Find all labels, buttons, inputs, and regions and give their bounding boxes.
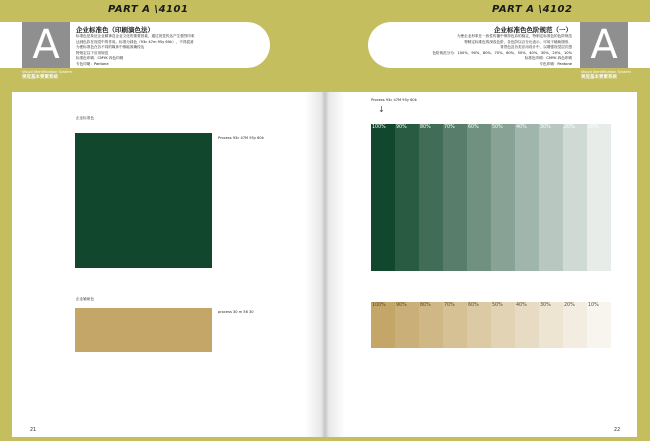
header-text-left bbox=[76, 25, 195, 68]
step-label: 90% bbox=[396, 303, 407, 308]
step-label: 50% bbox=[492, 125, 503, 130]
gold-step-20 bbox=[563, 302, 587, 348]
section-letter-left: A bbox=[22, 22, 70, 68]
header-line: 特制定标准色的深浅色阶，各色阶以百分比表示，可用于辅助图形、 bbox=[464, 39, 572, 44]
step-label: 100% bbox=[372, 303, 386, 308]
header-line: 标准色印刷：CMYK 四色印刷 bbox=[524, 56, 572, 61]
header-line: 色阶规范分为：100%、90%、80%、70%、60%、50%、40%、30%、20%、10% bbox=[432, 50, 572, 55]
green-step-90 bbox=[395, 124, 419, 271]
step-label: 30% bbox=[540, 303, 551, 308]
gold-step-40 bbox=[515, 302, 539, 348]
green-step-10 bbox=[587, 124, 611, 271]
green-step-60 bbox=[467, 124, 491, 271]
step-label: 100% bbox=[372, 125, 386, 130]
header-line: 为使标准色在各不同的媒体中都能准确传达 bbox=[76, 45, 145, 50]
step-label: 40% bbox=[516, 303, 527, 308]
step-label: 70% bbox=[444, 125, 455, 130]
step-label: 80% bbox=[420, 125, 431, 130]
step-label: 50% bbox=[492, 303, 503, 308]
subtitle-en-left: Visual Identification System bbox=[22, 70, 72, 74]
gold-swatch bbox=[75, 308, 212, 352]
page-number-left: 21 bbox=[27, 424, 39, 436]
green-gradient-scale bbox=[371, 124, 611, 271]
gold-step-30 bbox=[539, 302, 563, 348]
page-number-right: 22 bbox=[611, 424, 623, 436]
green-label: 企业标准色 bbox=[76, 116, 94, 120]
gold-spec: process 30 m 56 30 bbox=[218, 310, 254, 314]
step-label: 10% bbox=[588, 125, 599, 130]
step-label: 80% bbox=[420, 303, 431, 308]
gold-step-60 bbox=[467, 302, 491, 348]
step-label: 60% bbox=[468, 125, 479, 130]
header-line: 标准色印刷：CMYK 四色印刷 bbox=[76, 56, 124, 61]
green-swatch bbox=[75, 133, 212, 268]
step-label: 40% bbox=[516, 125, 527, 130]
gold-gradient-scale bbox=[371, 302, 611, 348]
subtitle-cn-right: 视觉基本要素系统 bbox=[581, 75, 617, 80]
green-spec: Process 93c 47M 95y 60k bbox=[218, 136, 264, 140]
step-label: 30% bbox=[540, 125, 551, 130]
gold-step-10 bbox=[587, 302, 611, 348]
header-title-left: 企业标准色（印刷演色法） bbox=[76, 26, 154, 34]
subtitle-en-right: Visual Identification System bbox=[581, 70, 631, 74]
subtitle-cn-left: 视觉基本要素系统 bbox=[22, 75, 58, 80]
header-line: 达到色彩在视觉中的作用。标准为绿色（93c 47m 95y 60k），不得混淆 bbox=[76, 39, 194, 44]
green-step-30 bbox=[539, 124, 563, 271]
green-step-80 bbox=[419, 124, 443, 271]
header-line: 为使企业形象在一致性传播中保持色彩的稳定，特制定标准色的色阶规范 bbox=[457, 34, 572, 38]
green-step-20 bbox=[563, 124, 587, 271]
header-text-right bbox=[400, 25, 572, 68]
step-label: 20% bbox=[564, 125, 575, 130]
part-number-right: PART A \4102 bbox=[492, 4, 573, 15]
step-label: 10% bbox=[588, 303, 599, 308]
gold-label: 企业辅助色 bbox=[76, 297, 94, 301]
step-label: 90% bbox=[396, 125, 407, 130]
header-line: 专色印刷：Pantone bbox=[539, 61, 572, 66]
header-line: 背景色及各类应用设计中，以增强视觉层次感 bbox=[500, 45, 572, 50]
header-title-right: 企业标准色色阶规范（一） bbox=[494, 26, 572, 34]
header-line: 标准色是象征企业精神及企业文化的重要因素，通过视觉传达产生强烈印象 bbox=[76, 34, 195, 38]
green-step-40 bbox=[515, 124, 539, 271]
gold-step-90 bbox=[395, 302, 419, 348]
part-number-left: PART A \4101 bbox=[108, 4, 189, 15]
gold-step-100 bbox=[371, 302, 395, 348]
gold-step-50 bbox=[491, 302, 515, 348]
green-step-70 bbox=[443, 124, 467, 271]
gold-step-70 bbox=[443, 302, 467, 348]
green-spec-right: Process 93c 47M 95y 60k bbox=[371, 98, 417, 102]
step-label: 20% bbox=[564, 303, 575, 308]
gold-step-80 bbox=[419, 302, 443, 348]
green-step-100 bbox=[371, 124, 395, 271]
header-line: 特规定以下应用规范 bbox=[76, 50, 109, 55]
step-label: 70% bbox=[444, 303, 455, 308]
step-label: 60% bbox=[468, 303, 479, 308]
header-line: 专色印刷：Pantone bbox=[76, 61, 109, 66]
book-spine bbox=[305, 92, 345, 437]
green-step-50 bbox=[491, 124, 515, 271]
section-letter-right: A bbox=[580, 22, 628, 68]
arrow-down-icon: ↓ bbox=[378, 105, 385, 114]
